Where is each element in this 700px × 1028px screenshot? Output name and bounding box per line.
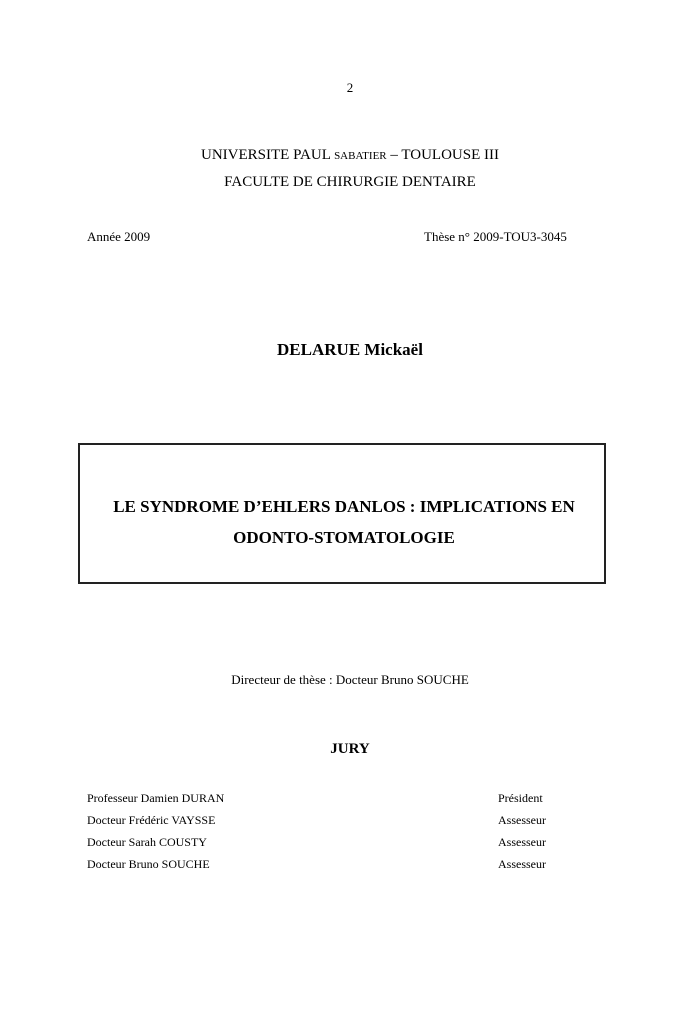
thesis-director: Directeur de thèse : Docteur Bruno SOUCHE [231,672,469,687]
page-number: 2 [346,80,354,95]
university-prefix: UNIVERSITE PAUL [201,147,335,163]
university-name [0,147,700,164]
jury-member-role: Assesseur [498,813,546,827]
thesis-title-line-1: LE SYNDROME D’EHLERS DANLOS : IMPLICATIONS EN [113,497,575,516]
university-smallcaps: SABATIER [334,150,387,162]
jury-member-role: Président [498,791,543,805]
thesis-title-line-2: ODONTO-STOMATOLOGIE [233,528,455,547]
jury-heading: JURY [330,741,370,757]
jury-member-role: Assesseur [498,835,546,849]
year: Année 2009 [87,229,151,244]
faculty-name: FACULTE DE CHIRURGIE DENTAIRE [224,174,476,190]
thesis-number: Thèse n° 2009-TOU3-3045 [424,229,567,244]
title-box [78,443,606,584]
jury-member-name: Docteur Sarah COUSTY [87,835,207,849]
jury-member-role: Assesseur [498,857,546,871]
university-suffix: – TOULOUSE III [386,147,499,163]
jury-member-name: Professeur Damien DURAN [87,791,225,805]
jury-member-name: Docteur Bruno SOUCHE [87,857,210,871]
author-name: DELARUE Mickaël [277,340,423,359]
jury-member-name: Docteur Frédéric VAYSSE [87,813,216,827]
